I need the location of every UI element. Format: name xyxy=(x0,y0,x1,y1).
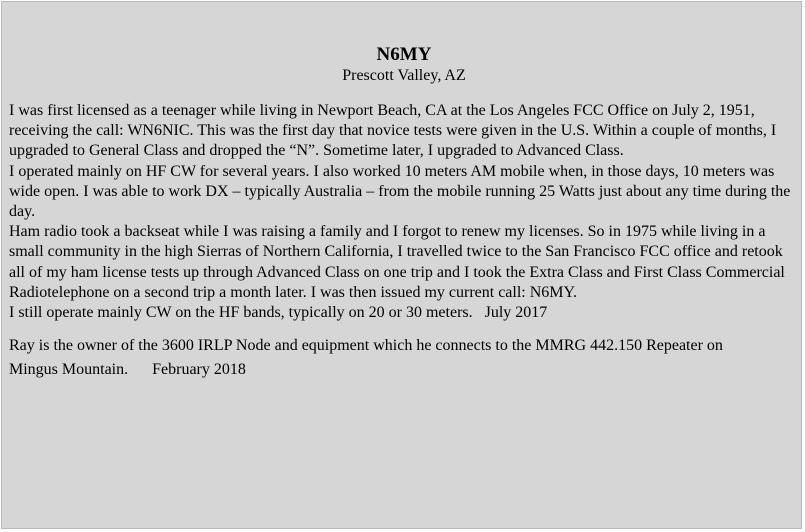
location-subheading: Prescott Valley, AZ xyxy=(342,67,466,84)
bio-content xyxy=(9,44,799,382)
bio-paragraph-current-activity: I still operate mainly CW on the HF bands, typically on 20 or 30 meters. July 2017 xyxy=(9,304,548,322)
bio-paragraph-hf-cw: I operated mainly on HF CW for several years. I also worked 10 meters AM mobile when, in those days, 10 meters was wide open. I was able to work DX – typically Australia – from the mobile running 25 Watts just about any time during the day. xyxy=(9,162,791,221)
callsign-heading: N6MY xyxy=(376,44,432,65)
page-frame xyxy=(1,1,802,529)
bio-paragraph-first-license: I was first licensed as a teenager while living in Newport Beach, CA at the Los Angeles FCC Office on July 2, 1951, receiving the call: WN6NIC. This was the first day that novice tests were given in the U.S. Within a couple of months, I upgraded to General Class and dropped the “N”. Sometime later, I upgraded to Advanced Class. xyxy=(9,102,777,160)
bio-paragraph-relicense: Ham radio took a backseat while I was raising a family and I forgot to renew my licenses. So in 1975 while living in a small community in the high Sierras of Northern California, I travelled twice to the San Francisco FCC office and retook all of my ham license tests up through Advanced Class on one trip and I took the Extra Class and First Class Commercial Radiotelephone on a second trip a month later. I was then issued my current call: N6MY. xyxy=(9,223,785,301)
irlp-node-note: Ray is the owner of the 3600 IRLP Node and equipment which he connects to the MMRG 442.150 Repeater on Mingus Mountain. February 2018 xyxy=(9,337,723,379)
